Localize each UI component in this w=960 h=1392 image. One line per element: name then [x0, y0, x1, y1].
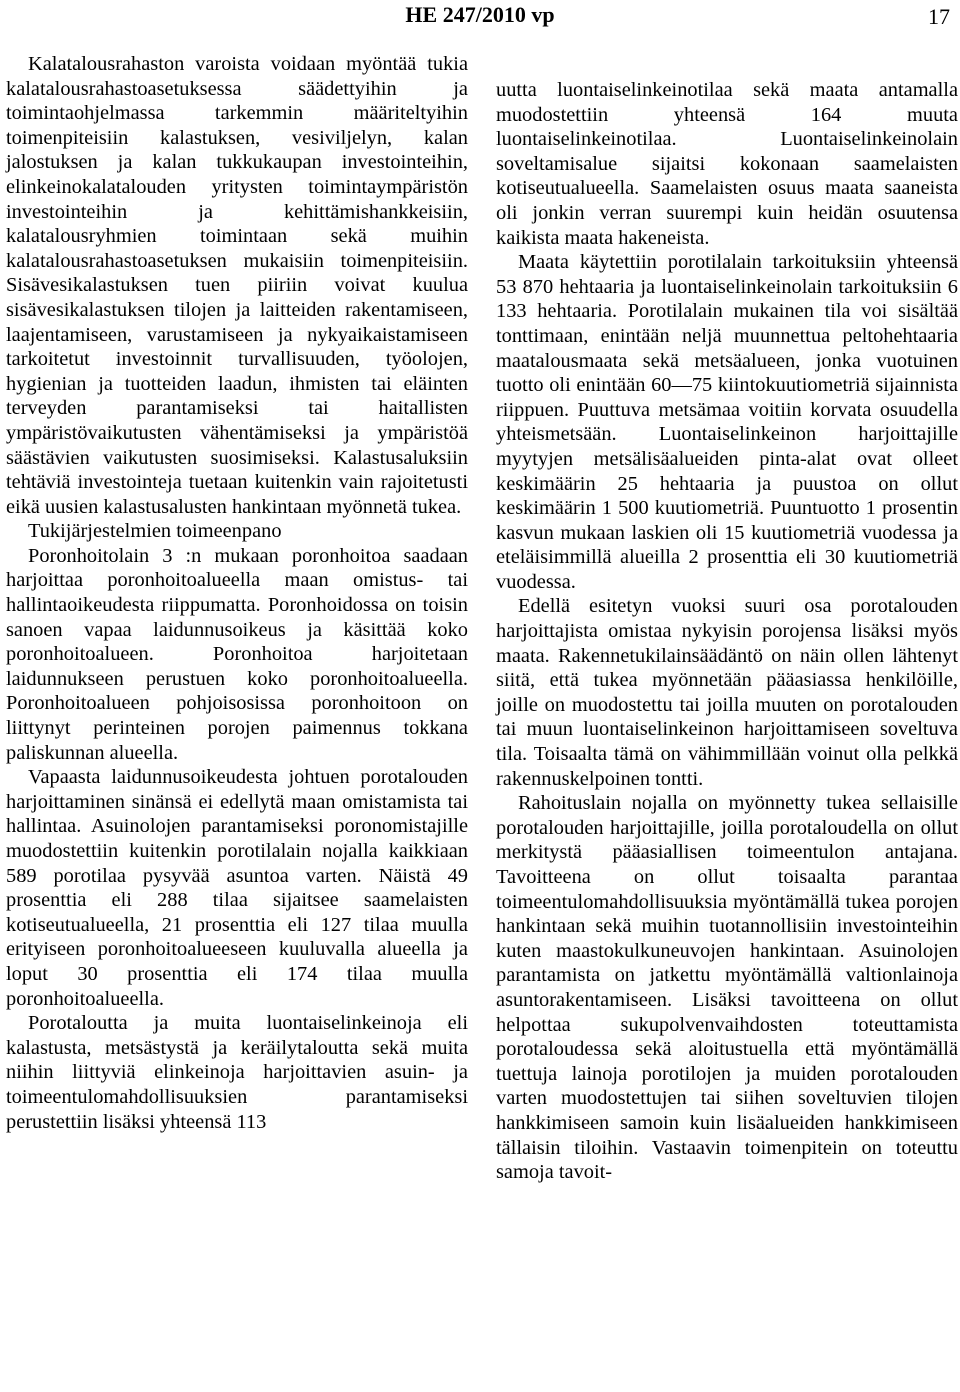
paragraph: Maata käytettiin porotilalain tarkoituksiin yhteensä 53 870 hehtaaria ja luontaiselinkeinolain tarkoituksiin 6 133 hehtaaria. Porotilalain mukainen tila voi sisältää tonttimaan, enintään neljä muunnettua peltohehtaaria maatalousmaata sekä metsäalueen, jonka vuotuinen tuotto oli enintään 60—75 kiintokuutiometriä sijainnista riippuen. Puuttuva metsämaa voitiin korvata osuudella yhteismetsään. Luontaiselinkeinon harjoittajille myytyjen metsälisäalueiden pinta-alat ovat olleet keskimäärin 25 hehtaaria ja puustoa on ollut keskimäärin 1 500 kuutiometriä. Puuntuotto 1 prosentin kasvun mukaan laskien oli 15 kuutiometriä vuodessa ja eteläisimmillä alueilla 2 prosenttia eli 30 kuutiometriä vuodessa.: [496, 251, 958, 593]
left-column: [6, 52, 468, 1134]
paragraph: Vapaasta laidunnusoikeudesta johtuen porotalouden harjoittaminen sinänsä ei edellytä maan omistamista tai hallintaa. Asuinolojen parantamiseksi poronomistajille muodostettiin kuitenkin porotilalain nojalla kaikkiaan 589 porotilaa pysyvää asuntoa varten. Näistä 49 prosenttia eli 288 tilaa sijaitsee saamelaisten kotiseutualueella, 21 prosenttia eli 127 tilaa muulla erityiseen poronhoitoalueeseen kuuluvalla alueella ja loput 30 prosenttia eli 174 tilaa muulla poronhoitoalueella.: [6, 766, 468, 1010]
right-column: [496, 78, 958, 1185]
paragraph: Rahoituslain nojalla on myönnetty tukea sellaisille porotalouden harjoittajille, joilla porotaloudella on ollut merkitystä pääasiallisen toimeentulon antajana. Tavoitteena on ollut toisaalta parantaa toimeentulomahdollisuuksia myöntämällä tukea porojen hankintaan sekä muihin tuotannollisiin investointeihin kuten maastokulkuneuvojen hankintaan. Asuinolojen parantamista on jatkettu myöntämällä valtionlainoja asuntorakentamiseen. Lisäksi tavoitteena on ollut helpottaa sukupolvenvaihdosten toteuttamista porotaloudessa sekä aloitustuella että myöntämällä tuettuja lainoja porotilojen ja muiden porotalouden varten muodostettujen tai siihen soveltuvien tilojen hankkimiseen samoin kuin lisäalueiden hankkimiseen tällaisin tiloihin. Vastaavin toimenpitein on toteuttu samoja tavoit-: [496, 792, 958, 1184]
paragraph: Kalatalousrahaston varoista voidaan myöntää tukia kalatalousrahastoasetuksessa säädettyihin ja toimintaohjelmassa tarkemmin määriteltyihin toimenpiteisiin kalastuksen, vesiviljelyn, kalan jalostuksen ja kalan tukkukaupan investointeihin, elinkeinokalatalouden yritysten toimintaympäristön investointeihin ja kehittämishankkeisiin, kalatalousryhmien toimintaan sekä muihin kalatalousrahastoasetuksen mukaisiin toimenpiteisiin. Sisävesikalastuksen tuen piiriin voivat kuulua sisävesikalastuksen tilojen ja laitteiden rakentamiseen, laajentamiseen, varustamiseen ja nykyaikaistamiseen tarkoitetut investoinnit turvallisuuden, työolojen, hygienian ja tuotteiden laadun, ihmisten tai eläinten terveyden parantamiseksi tai haitallisten ympäristövaikutusten vähentämiseksi ja ympäristöä säästävien vaikutusten suosimiseksi. Kalastusaluksiin tehtäviä investointeja tuetaan kuitenkin vain rajoitetusti eikä uusien kalastusalusten hankintaan myönnetä tukea.: [6, 53, 468, 518]
document-id: HE 247/2010 vp: [405, 2, 555, 27]
paragraph: Poronhoitolain 3 :n mukaan poronhoitoa saadaan harjoittaa poronhoitoalueella maan omistus- tai hallintaoikeudesta riippumatta. Poronhoidossa on toisin sanoen vapaa laidunnusoikeus ja käsittää koko poronhoitoalueen. Poronhoitoa harjoitetaan laidunnukseen perustuen koko poronhoitoalueella. Poronhoitoalueen pohjoisosissa poronhoitoon on liittynyt perinteinen porojen paimennus tokkana paliskunnan alueella.: [6, 544, 468, 764]
page-header: [0, 0, 960, 40]
page-number: 17: [928, 4, 950, 29]
paragraph: Edellä esitetyn vuoksi suuri osa porotalouden harjoittajista omistaa nykyisin porojensa lisäksi myös maata. Rakennetukilainsäädäntö on näin ollen lähtenyt siitä, että tukea myönnetään pääasiassa henkilöille, joille on muodostettu tai joilla muuten on porotalouden tai muun luontaiselinkeinon harjoittamiseen soveltuva tila. Toisaalta tämä on vähimmillään voinut olla pelkkä rakennuskelpoinen tontti.: [496, 595, 958, 790]
paragraph: uutta luontaiselinkeinotilaa sekä maata antamalla muodostettiin yhteensä 164 muuta luontaiselinkeinotilaa. Luontaiselinkeinolain soveltamisalue sijaitsi kokonaan saamelaisten kotiseutualueella. Saamelaisten osuus maata saaneista oli jonkin verran suurempi kuin heidän osuutensa kaikista maata hakeneista.: [496, 79, 958, 249]
section-title: Tukijärjestelmien toimeenpano: [28, 520, 282, 543]
paragraph: Porotaloutta ja muita luontaiselinkeinoja eli kalastusta, metsästystä ja keräilytaloutta sekä muita niihin liittyviä elinkeinoja harjoittavien asuin- ja toimeentulomahdollisuuksien parantamiseksi perustettiin lisäksi yhteensä 113: [6, 1012, 468, 1133]
